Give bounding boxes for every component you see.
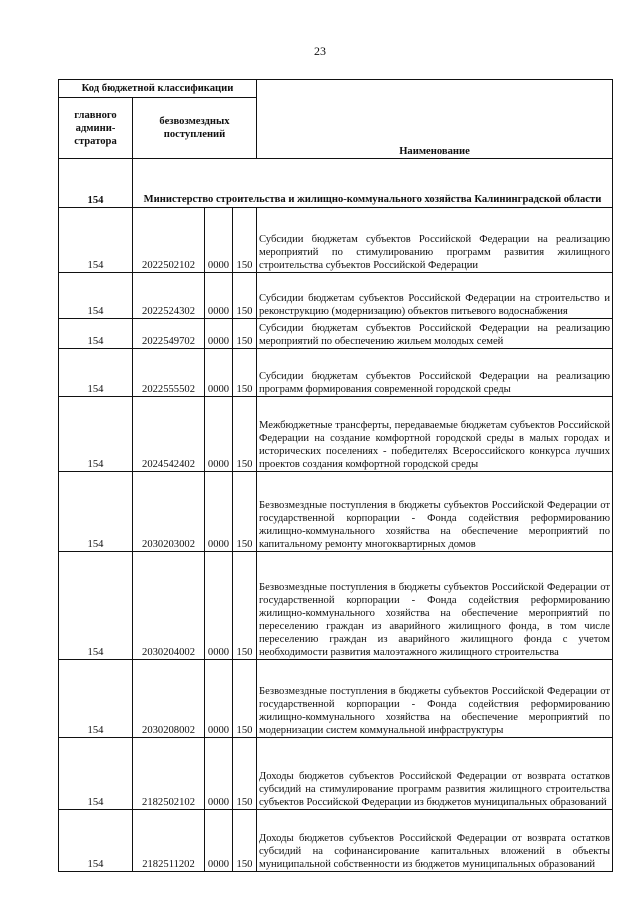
- table-row: [59, 208, 613, 273]
- table-row: [59, 810, 613, 872]
- type-code-cell: 150: [233, 273, 257, 319]
- name-cell: Субсидии бюджетам субъектов Российской Федерации на реализацию мероприятий по стимулированию программ развития жилищного строительства субъектов Российской Федерации: [257, 208, 613, 273]
- type-code-cell: 150: [233, 208, 257, 273]
- ministry-admin-code: 154: [59, 159, 133, 208]
- admin-code-cell: 154: [59, 738, 133, 810]
- type-code-cell: 150: [233, 397, 257, 472]
- ministry-row: [59, 159, 613, 208]
- admin-code-cell: 154: [59, 660, 133, 738]
- type-code-cell: 150: [233, 738, 257, 810]
- type-code-cell: 150: [233, 472, 257, 552]
- admin-code-cell: 154: [59, 472, 133, 552]
- table-row: [59, 319, 613, 349]
- name-cell: Субсидии бюджетам субъектов Российской Федерации на строительство и реконструкцию (модернизацию) объектов питьевого водоснабжения: [257, 273, 613, 319]
- admin-code-cell: 154: [59, 319, 133, 349]
- ministry-title: Министерство строительства и жилищно-коммунального хозяйства Калининградской области: [133, 159, 613, 208]
- admin-code-cell: 154: [59, 273, 133, 319]
- subtype-code-cell: 0000: [205, 273, 233, 319]
- page-number: 23: [314, 44, 326, 58]
- revenue-code-cell: 2022502102: [133, 208, 205, 273]
- table-row: [59, 472, 613, 552]
- revenue-code-cell: 2030204002: [133, 552, 205, 660]
- admin-code-cell: 154: [59, 810, 133, 872]
- subtype-code-cell: 0000: [205, 319, 233, 349]
- table-row: [59, 738, 613, 810]
- subtype-code-cell: 0000: [205, 208, 233, 273]
- type-code-cell: 150: [233, 552, 257, 660]
- name-cell: Субсидии бюджетам субъектов Российской Федерации на реализацию программ формирования современной городской среды: [257, 349, 613, 397]
- subtype-code-cell: 0000: [205, 349, 233, 397]
- type-code-cell: 150: [233, 660, 257, 738]
- type-code-cell: 150: [233, 349, 257, 397]
- subtype-code-cell: 0000: [205, 552, 233, 660]
- name-cell: Субсидии бюджетам субъектов Российской Федерации на реализацию мероприятий по обеспечению жильем молодых семей: [257, 319, 613, 349]
- type-code-cell: 150: [233, 319, 257, 349]
- revenue-code-cell: 2024542402: [133, 397, 205, 472]
- revenue-code-cell: 2030203002: [133, 472, 205, 552]
- admin-code-cell: 154: [59, 397, 133, 472]
- name-cell: Безвозмездные поступления в бюджеты субъектов Российской Федерации от государственной корпорации - Фонда содействия реформированию жилищно-коммунального хозяйства на обеспечение мероприятий по модернизации систем коммунальной инфраструктуры: [257, 660, 613, 738]
- header-admin-column: главного админи-стратора: [59, 98, 133, 159]
- subtype-code-cell: 0000: [205, 397, 233, 472]
- name-cell: Доходы бюджетов субъектов Российской Федерации от возврата остатков субсидий на стимулирование программ развития жилищного строительства субъектов Российской Федерации из бюджетов муниципальных образований: [257, 738, 613, 810]
- name-cell: Безвозмездные поступления в бюджеты субъектов Российской Федерации от государственной корпорации - Фонда содействия реформированию жилищно-коммунального хозяйства на обеспечение мероприятий по переселению граждан из аварийного жилищного фонда, в том числе переселению граждан из аварийного жилищного фонда с учетом необходимости развития малоэтажного жилищного строительства: [257, 552, 613, 660]
- revenue-code-cell: 2182502102: [133, 738, 205, 810]
- table-row: [59, 552, 613, 660]
- header-classification-group: Код бюджетной классификации: [59, 80, 257, 98]
- revenue-code-cell: 2022549702: [133, 319, 205, 349]
- admin-code-cell: 154: [59, 349, 133, 397]
- admin-code-cell: 154: [59, 208, 133, 273]
- name-cell: Безвозмездные поступления в бюджеты субъектов Российской Федерации от государственной корпорации - Фонда содействия реформированию жилищно-коммунального хозяйства на обеспечение мероприятий по капитальному ремонту многоквартирных домов: [257, 472, 613, 552]
- table-row: [59, 349, 613, 397]
- type-code-cell: 150: [233, 810, 257, 872]
- revenue-code-cell: 2022524302: [133, 273, 205, 319]
- header-revenue-column: безвозмездных поступлений: [133, 98, 257, 159]
- revenue-code-cell: 2182511202: [133, 810, 205, 872]
- table-row: [59, 273, 613, 319]
- subtype-code-cell: 0000: [205, 472, 233, 552]
- budget-classification-table: [58, 79, 613, 872]
- name-cell: Доходы бюджетов субъектов Российской Федерации от возврата остатков субсидий на софинансирование капитальных вложений в объекты муниципальной собственности из бюджетов муниципальных образований: [257, 810, 613, 872]
- revenue-code-cell: 2030208002: [133, 660, 205, 738]
- subtype-code-cell: 0000: [205, 810, 233, 872]
- subtype-code-cell: 0000: [205, 660, 233, 738]
- subtype-code-cell: 0000: [205, 738, 233, 810]
- name-cell: Межбюджетные трансферты, передаваемые бюджетам субъектов Российской Федерации на создание комфортной городской среды в малых городах и исторических поселениях - победителях Всероссийского конкурса лучших проектов создания комфортной городской среды: [257, 397, 613, 472]
- admin-code-cell: 154: [59, 552, 133, 660]
- header-name-column: Наименование: [257, 80, 613, 159]
- table-row: [59, 660, 613, 738]
- table-row: [59, 397, 613, 472]
- revenue-code-cell: 2022555502: [133, 349, 205, 397]
